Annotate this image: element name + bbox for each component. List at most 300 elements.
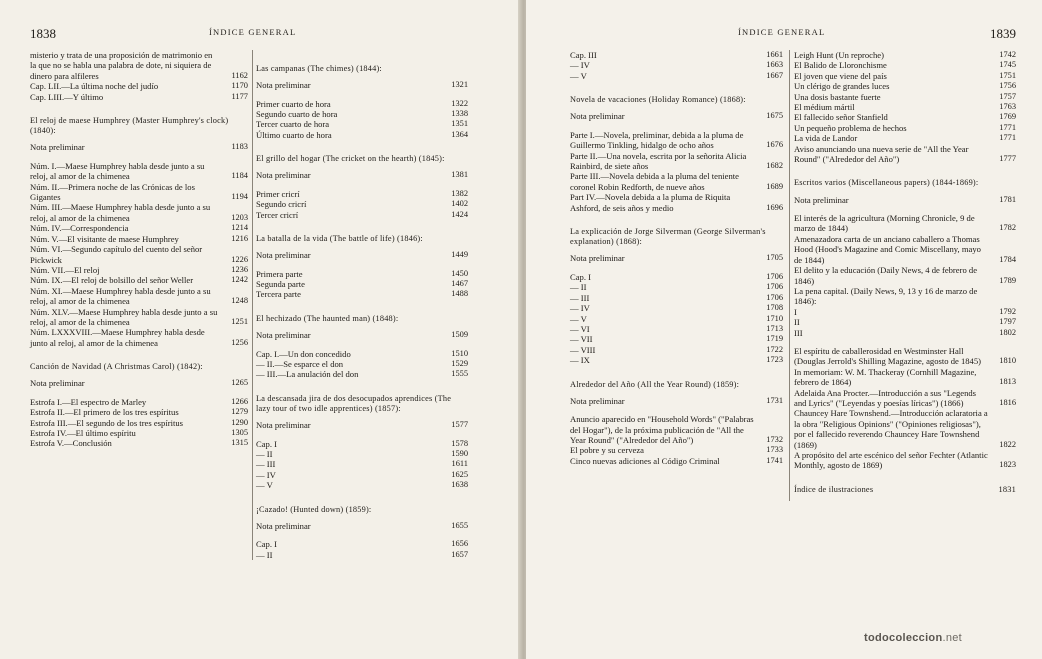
section-title: Novela de vacaciones (Holiday Romance) (1868):	[570, 95, 746, 105]
toc-entry	[570, 345, 783, 355]
page-ref: 1823	[999, 460, 1016, 470]
page-ref: 1710	[766, 313, 783, 323]
toc-entry	[570, 272, 783, 282]
toc-entry	[570, 171, 783, 192]
toc-entry	[794, 408, 1016, 450]
toc-entry	[794, 50, 1016, 60]
running-head: ÍNDICE GENERAL	[209, 27, 297, 37]
toc-entry	[794, 213, 1016, 234]
page-ref: 1706	[766, 282, 783, 292]
entry-title: Nota preliminar	[30, 142, 85, 153]
page-ref: 1529	[451, 358, 468, 368]
entry-title: — IV	[256, 469, 276, 480]
page-ref: 1242	[231, 275, 248, 285]
toc-entry	[256, 250, 468, 260]
entry-title: Adelaida Ana Procter.—Introducción a sus "Legends and Lyrics" ("Leyendas y poesías líricas") (1866)	[794, 387, 977, 408]
toc-entry	[256, 349, 468, 359]
toc-entry	[30, 244, 248, 265]
entry-title: Aviso anunciando una nueva serie de "All the Year Round" ("Alrededor del Año")	[794, 143, 969, 165]
toc-entry	[256, 99, 468, 109]
toc-entry	[30, 202, 248, 223]
toc-column	[570, 50, 783, 466]
entry-title: Parte III.—Novela debida a la pluma del teniente coronel Robin Redforth, de nueve años	[570, 171, 739, 192]
entry-title: Una dosis bastante fuerte	[794, 91, 881, 102]
toc-entry	[570, 293, 783, 303]
page-ref: 1236	[231, 264, 248, 274]
entry-title: Estrofa V.—Conclusión	[30, 438, 112, 449]
entry-title: Tercer cuarto de hora	[256, 119, 330, 130]
section-title: El hechizado (The haunted man) (1848):	[256, 313, 399, 323]
page-ref: 1771	[999, 122, 1016, 132]
toc-entry	[256, 439, 468, 449]
page-ref: 1450	[451, 268, 468, 278]
spacer	[256, 531, 468, 539]
toc-entry	[570, 355, 783, 365]
page-ref: 1656	[451, 539, 468, 549]
section-title: Canción de Navidad (A Christmas Carol) (1842):	[30, 362, 203, 372]
section-title: Las campanas (The chimes) (1844):	[256, 64, 382, 73]
entry-title: Núm. V.—El visitante de maese Humphrey	[30, 233, 179, 244]
page-ref: 1784	[999, 254, 1016, 264]
entry-title: Nota preliminar	[30, 378, 85, 389]
entry-title: Segundo cuarto de hora	[256, 109, 338, 120]
toc-entry	[256, 550, 468, 560]
entry-title: Cap. LIII.—Y último	[30, 91, 104, 102]
watermark-text: todocoleccion	[864, 632, 943, 644]
spacer	[794, 338, 1016, 346]
page-ref: 1777	[999, 154, 1016, 164]
toc-entry	[794, 112, 1016, 122]
toc-entry	[256, 330, 468, 340]
page-ref: 1756	[999, 81, 1016, 91]
entry-title: Amenazadora carta de un anciano caballero a Thomas Hood (Hood's Magazine and Comic Miscellany, mayo de 1844)	[794, 233, 981, 265]
toc-entry	[794, 346, 1016, 367]
page-ref: 1706	[766, 271, 783, 281]
entry-title: Un clérigo de grandes luces	[794, 81, 890, 92]
entry-title: Cinco nuevas adiciones al Código Criminal	[570, 455, 720, 466]
entry-title: Parte II.—Una novela, escrita por la señorita Alicia Rainbird, de siete años	[570, 150, 747, 172]
entry-title: Último cuarto de hora	[256, 129, 332, 140]
toc-entry	[570, 324, 783, 334]
page-number: 1839	[990, 26, 1016, 41]
entry-title: El Balido de Lloronchisme	[794, 60, 887, 71]
page-ref: 1751	[999, 70, 1016, 80]
entry-title: Segunda parte	[256, 279, 305, 290]
entry-title: Segundo cricrí	[256, 199, 307, 210]
entry-title: Nota preliminar	[794, 194, 849, 205]
page-ref: 1802	[999, 327, 1016, 337]
entry-title: In memoriam: W. M. Thackeray (Cornhill Magazine, febrero de 1864)	[794, 366, 977, 388]
page-ref: 1194	[231, 192, 248, 202]
page-ref: 1742	[999, 50, 1016, 59]
toc-entry	[256, 470, 468, 480]
toc-entry	[30, 161, 248, 182]
running-head: ÍNDICE GENERAL	[738, 27, 826, 37]
entry-title: — II.—Se esparce el don	[256, 358, 344, 369]
toc-entry	[570, 253, 783, 263]
page-ref: 1226	[231, 254, 248, 264]
toc-entry	[256, 170, 468, 180]
page-ref: 1792	[999, 306, 1016, 316]
toc-entry	[570, 60, 783, 70]
watermark-suffix: .net	[942, 632, 963, 644]
spacer	[794, 205, 1016, 213]
spacer	[30, 389, 248, 397]
toc-entry	[794, 307, 1016, 317]
page-ref: 1322	[451, 98, 468, 108]
toc-entry	[256, 420, 468, 430]
toc-entry	[30, 286, 248, 307]
toc-entry	[256, 189, 468, 199]
entry-title: Cap. I.—Un don concedido	[256, 348, 351, 359]
page-ref: 1279	[231, 407, 248, 417]
toc-entry	[256, 109, 468, 119]
page-ref: 1625	[451, 469, 468, 479]
page-ref: 1382	[451, 188, 468, 198]
toc-entry	[256, 539, 468, 549]
toc-entry	[30, 407, 248, 417]
page-ref: 1290	[231, 417, 248, 427]
toc-entry	[30, 307, 248, 328]
page-ref: 1741	[766, 455, 783, 465]
page-ref: 1781	[999, 194, 1016, 204]
page-ref: 1424	[451, 209, 468, 219]
section-heading	[794, 178, 1016, 188]
toc-entry	[30, 428, 248, 438]
entry-title: Primera parte	[256, 268, 303, 279]
page-ref: 1682	[766, 161, 783, 171]
entry-title: Cap. III	[570, 50, 597, 60]
page-ref: 1667	[766, 70, 783, 80]
entry-title: Núm. IX.—El reloj de bolsillo del señor Weller	[30, 275, 194, 286]
page-ref: 1789	[999, 275, 1016, 285]
entry-title: Estrofa IV.—El último espíritu	[30, 427, 136, 438]
spacer	[256, 261, 468, 269]
toc-entry	[570, 445, 783, 455]
toc-entry	[794, 450, 1016, 471]
page-ref: 1769	[999, 112, 1016, 122]
toc-entry	[256, 130, 468, 140]
toc-column	[794, 50, 1016, 501]
section-title: La batalla de la vida (The battle of life) (1846):	[256, 234, 423, 244]
entry-title: Nota preliminar	[256, 80, 311, 91]
section-heading	[570, 95, 783, 105]
spacer	[30, 153, 248, 161]
toc-entry	[256, 279, 468, 289]
page-ref: 1706	[766, 292, 783, 302]
entry-title: Cap. I	[570, 271, 592, 282]
toc-entry	[570, 50, 783, 60]
toc-entry	[794, 133, 1016, 143]
spacer	[570, 264, 783, 272]
entry-title: Núm. IV.—Correspondencia	[30, 223, 129, 234]
page-ref: 1745	[999, 60, 1016, 70]
page-ref: 1657	[451, 549, 468, 559]
entry-title: — II	[570, 282, 587, 293]
page-ref: 1577	[451, 420, 468, 430]
page-ref: 1705	[766, 253, 783, 263]
entry-title: Chauncey Hare Townshend.—Introducción aclaratoria a la obra "Religious Opinions" ("Opiniones religiosas"), por el fallecido reverendo Chauncey Hare Townshend (1869)	[794, 408, 988, 450]
toc-entry	[570, 303, 783, 313]
toc-entry	[30, 438, 248, 448]
toc-entry	[256, 199, 468, 209]
toc-entry	[570, 456, 783, 466]
page-ref: 1305	[231, 427, 248, 437]
page-ref: 1708	[766, 303, 783, 313]
entry-title: Estrofa I.—El espectro de Marley	[30, 396, 147, 407]
toc-entry	[794, 102, 1016, 112]
section-heading	[256, 394, 468, 414]
page-ref: 1810	[999, 356, 1016, 366]
toc-entry	[30, 92, 248, 102]
entry-title: Tercera parte	[256, 289, 301, 300]
page-ref: 1402	[451, 199, 468, 209]
section-heading	[30, 116, 248, 136]
toc-entry	[794, 60, 1016, 70]
toc-entry	[256, 119, 468, 129]
toc-entry	[256, 449, 468, 459]
toc-entry	[794, 265, 1016, 286]
entry-title: I	[794, 306, 797, 317]
section-title: La explicación de Jorge Silverman (George Silverman's explanation) (1868):	[570, 227, 766, 247]
toc-entry	[794, 367, 1016, 388]
toc-entry	[570, 192, 783, 213]
entry-title: El joven que viene del país	[794, 70, 887, 81]
page-ref: 1590	[451, 448, 468, 458]
page-ref: 1509	[451, 330, 468, 340]
toc-entry	[570, 314, 783, 324]
entry-title: — II	[256, 549, 273, 560]
page-ref: 1816	[999, 397, 1016, 407]
section-title: Índice de ilustraciones	[794, 484, 874, 494]
entry-title: — VI	[570, 323, 590, 334]
page-ref: 1722	[766, 344, 783, 354]
toc-entry	[256, 210, 468, 220]
page-ref: 1723	[766, 355, 783, 365]
toc-entry	[570, 151, 783, 172]
section-heading	[794, 485, 1016, 495]
page-ref: 1676	[766, 140, 783, 150]
toc-entry	[256, 521, 468, 531]
entry-title: Nota preliminar	[570, 395, 625, 406]
entry-title: — IV	[570, 303, 590, 314]
entry-title: El espíritu de caballerosidad en Westminster Hall (Douglas Jerrold's Shilling Magazine, agosto de 1845)	[794, 345, 981, 367]
page-ref: 1214	[231, 223, 248, 233]
entry-title: II	[794, 317, 800, 328]
entry-title: — V	[256, 480, 273, 491]
page-ref: 1831	[998, 484, 1016, 494]
page-ref: 1732	[766, 434, 783, 444]
toc-entry	[30, 418, 248, 428]
toc-entry	[30, 378, 248, 388]
toc-entry	[794, 123, 1016, 133]
page-ref: 1351	[451, 119, 468, 129]
toc-entry	[256, 369, 468, 379]
toc-entry	[570, 130, 783, 151]
page-ref: 1381	[451, 170, 468, 180]
toc-entry	[256, 269, 468, 279]
toc-entry	[256, 480, 468, 490]
entry-title: Núm. I.—Maese Humphrey habla desde junto a su reloj, al amor de la chimenea	[30, 160, 205, 182]
spacer	[570, 406, 783, 414]
section-heading	[570, 380, 783, 390]
entry-title: Parte I.—Novela, preliminar, debida a la pluma de Guillermo Tinkling, hidalgo de ocho años	[570, 129, 744, 151]
toc-entry	[570, 282, 783, 292]
page-ref: 1265	[231, 378, 248, 388]
entry-title: El médium mártil	[794, 102, 855, 113]
toc-entry	[256, 80, 468, 90]
page-ref: 1731	[766, 395, 783, 405]
entry-title: A propósito del arte escénico del señor Fechter (Atlantic Monthly, agosto de 1869)	[794, 450, 988, 471]
entry-title: Nota preliminar	[570, 111, 625, 122]
toc-entry	[570, 334, 783, 344]
toc-entry	[30, 327, 248, 348]
toc-entry	[30, 81, 248, 91]
entry-title: — IV	[570, 60, 590, 71]
page-ref: 1338	[451, 109, 468, 119]
entry-title: Un pequeño problema de hechos	[794, 122, 907, 133]
entry-title: Nota preliminar	[256, 420, 311, 431]
toc-entry	[570, 71, 783, 81]
page-ref: 1488	[451, 289, 468, 299]
entry-title: Estrofa II.—El primero de los tres espíritus	[30, 407, 179, 418]
page-ref: 1216	[231, 233, 248, 243]
page-ref: 1162	[231, 70, 248, 80]
toc-entry	[30, 142, 248, 152]
page-ref: 1661	[766, 50, 783, 59]
page-ref: 1733	[766, 445, 783, 455]
page-ref: 1251	[231, 316, 248, 326]
entry-title: El fallecido señor Stanfield	[794, 112, 888, 123]
entry-title: Núm. III.—Maese Humphrey habla desde junto a su reloj, al amor de la chimenea	[30, 202, 211, 223]
page-ref: 1782	[999, 223, 1016, 233]
section-heading	[256, 64, 468, 74]
toc-entry	[794, 195, 1016, 205]
section-title: ¡Cazado! (Hunted down) (1859):	[256, 504, 372, 514]
toc-entry	[30, 234, 248, 244]
toc-entry	[256, 359, 468, 369]
toc-entry	[570, 396, 783, 406]
entry-title: III	[794, 327, 803, 338]
watermark	[864, 632, 962, 644]
page-ref: 1611	[451, 459, 468, 469]
entry-title: — III.—La anulación del don	[256, 369, 359, 380]
entry-title: El pobre y su cerveza	[570, 445, 644, 456]
entry-title: La vida de Landor	[794, 133, 858, 144]
page-ref: 1555	[451, 369, 468, 379]
page-ref: 1321	[451, 80, 468, 90]
page-ref: 1266	[231, 396, 248, 406]
section-title: Alrededor del Año (All the Year Round) (1859):	[570, 379, 740, 389]
entry-title: Núm. XLV.—Maese Humphrey habla desde junto a su reloj, al amor de la chimenea	[30, 306, 218, 327]
toc-entry	[570, 111, 783, 121]
page-ref: 1467	[451, 279, 468, 289]
toc-entry	[30, 50, 248, 81]
spacer	[256, 431, 468, 439]
entry-title: Nota preliminar	[256, 170, 311, 181]
page-ref: 1719	[766, 334, 783, 344]
page-ref: 1256	[231, 337, 248, 347]
entry-title: Núm. II.—Primera noche de las Crónicas de los Gigantes	[30, 181, 195, 203]
entry-title: Nota preliminar	[256, 330, 311, 341]
entry-title: Nota preliminar	[570, 253, 625, 264]
toc-entry	[256, 459, 468, 469]
page-ref: 1675	[766, 111, 783, 121]
page-ref: 1663	[766, 60, 783, 70]
toc-entry	[30, 182, 248, 203]
toc-entry	[256, 289, 468, 299]
toc-entry	[794, 144, 1016, 165]
entry-title: Primer cricrí	[256, 188, 300, 199]
page-ref: 1771	[999, 133, 1016, 143]
page-ref: 1203	[231, 212, 248, 222]
toc-entry	[794, 71, 1016, 81]
page-ref: 1170	[231, 81, 248, 91]
section-title: La descansada jira de dos desocupados aprendices (The lazy tour of two idle apprentices) (1857):	[256, 393, 452, 413]
toc-entry	[794, 286, 1016, 307]
page-ref: 1449	[451, 250, 468, 260]
entry-title: — IX	[570, 355, 590, 366]
toc-entry	[794, 81, 1016, 91]
entry-title: Nota preliminar	[256, 250, 311, 261]
entry-title: Tercer cricrí	[256, 209, 299, 220]
page-ref: 1510	[451, 348, 468, 358]
entry-title: — VII	[570, 334, 593, 345]
entry-title: Cap. I	[256, 438, 278, 449]
page-ref: 1757	[999, 91, 1016, 101]
entry-title: Part IV.—Novela debida a la pluma de Riquita Ashford, de seis años y medio	[570, 192, 731, 213]
page-ref: 1696	[766, 202, 783, 212]
entry-title: Núm. VI.—Segundo capítulo del cuento del señor Pickwick	[30, 244, 203, 265]
entry-title: Anuncio aparecido en "Household Words" ("Palabras del Hogar"), de la próxima publicación de "All the Year Round" ("Alrededor del Año")	[570, 414, 754, 445]
toc-entry	[794, 92, 1016, 102]
toc-entry	[30, 265, 248, 275]
page-ref: 1797	[999, 317, 1016, 327]
toc-entry	[570, 414, 783, 445]
entry-title: Cap. LII.—La última noche del judío	[30, 81, 159, 92]
entry-title: — VIII	[570, 344, 596, 355]
entry-title: Núm. LXXXVIII.—Maese Humphrey habla desde junto al reloj, al amor de la chimenea	[30, 327, 205, 348]
entry-title: El interés de la agricultura (Morning Chronicle, 9 de marzo de 1844)	[794, 213, 975, 234]
page-ref: 1315	[231, 438, 248, 448]
page-ref: 1638	[451, 480, 468, 490]
spacer	[256, 341, 468, 349]
section-heading	[256, 154, 468, 164]
toc-entry	[794, 317, 1016, 327]
spacer	[256, 91, 468, 99]
page-ref: 1364	[451, 129, 468, 139]
page-ref: 1248	[231, 296, 248, 306]
entry-title: — V	[570, 313, 587, 324]
entry-title: Núm. XI.—Maese Humphrey habla desde junto a su reloj, al amor de la chimenea	[30, 285, 211, 307]
entry-title: Nota preliminar	[256, 520, 311, 531]
toc-column	[256, 50, 468, 560]
section-heading	[30, 362, 248, 372]
page-ref: 1822	[999, 439, 1016, 449]
entry-title: — V	[570, 70, 587, 81]
section-title: Escritos varios (Miscellaneous papers) (1844-1869):	[794, 178, 979, 188]
toc-entry	[794, 234, 1016, 265]
toc-column	[30, 50, 248, 449]
page-ref: 1713	[766, 323, 783, 333]
section-heading	[570, 227, 783, 247]
entry-title: — III	[570, 292, 590, 303]
spacer	[256, 181, 468, 189]
right-page	[526, 0, 1042, 659]
page-ref: 1763	[999, 102, 1016, 112]
section-heading	[256, 505, 468, 515]
entry-title: Núm. VII.—El reloj	[30, 264, 100, 275]
